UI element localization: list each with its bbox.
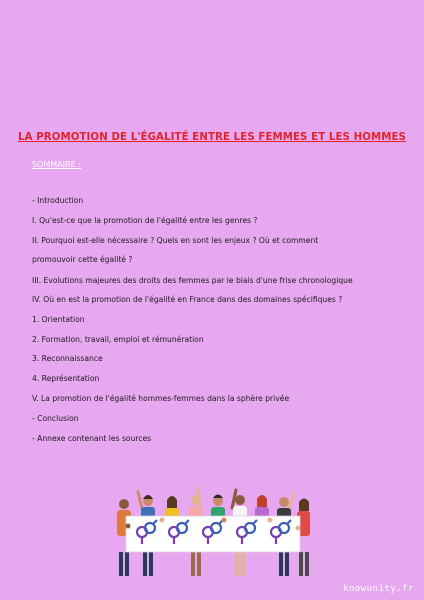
toc-item: 2. Formation, travail, emploi et rémunération [32, 335, 204, 344]
toc-item: - Introduction [32, 196, 84, 205]
toc-item: IV. Où en est la promotion de l'égalité en France dans des domaines spécifiques ? [32, 295, 343, 304]
people-banner-illustration [112, 486, 312, 578]
toc-item: 3. Reconnaissance [32, 354, 103, 363]
watermark: knowunity.fr [342, 584, 414, 594]
toc-item: 4. Représentation [32, 374, 100, 383]
document-title: LA PROMOTION DE L'ÉGALITÉ ENTRE LES FEMMES ET LES HOMMES [18, 132, 406, 143]
summary-label: SOMMAIRE : [32, 160, 81, 169]
toc-item: V. La promotion de l'égalité hommes-femmes dans la sphère privée [32, 394, 290, 403]
toc-item: I. Qu'est-ce que la promotion de l'égalité entre les genres ? [32, 216, 258, 225]
toc-item: - Annexe contenant les sources [32, 434, 152, 443]
toc-item: promouvoir cette égalité ? [32, 255, 133, 264]
toc-item: II. Pourquoi est-elle nécessaire ? Quels en sont les enjeux ? Où et comment [32, 236, 319, 245]
toc-item: III. Evolutions majeures des droits des femmes par le biais d'une frise chronologique [32, 276, 353, 285]
toc-item: - Conclusion [32, 414, 79, 423]
toc-item: 1. Orientation [32, 315, 85, 324]
